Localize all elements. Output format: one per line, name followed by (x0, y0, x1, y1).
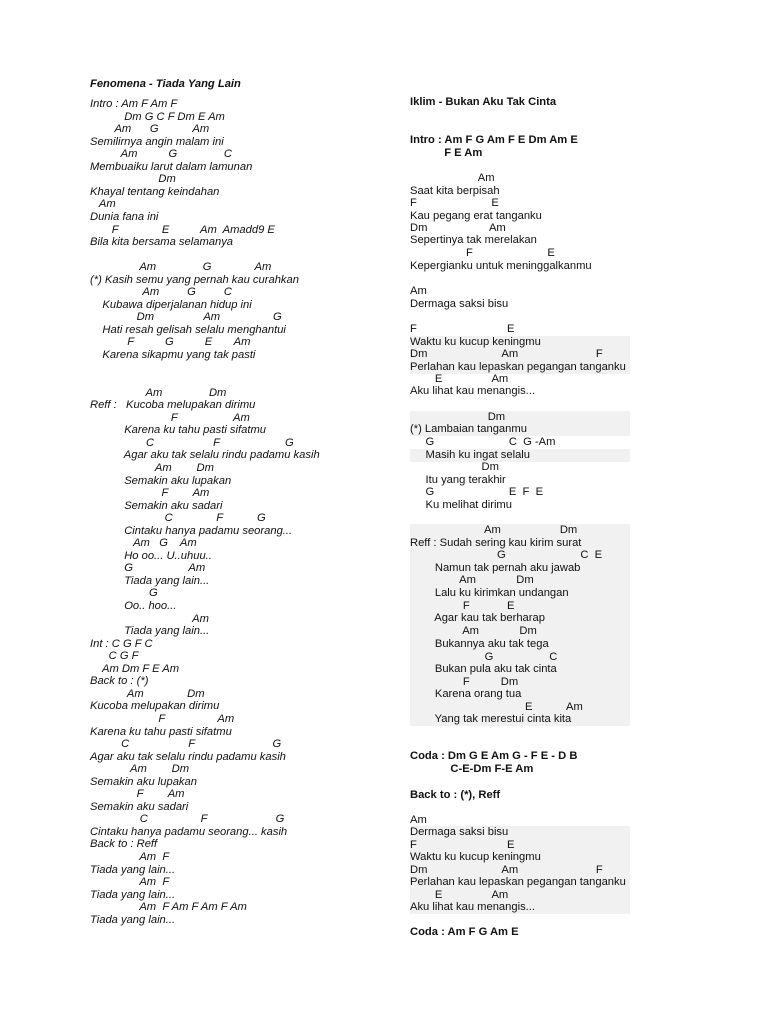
section-heading: Back to : (*), Reff (410, 789, 501, 801)
lyric-line: Aku lihat kau menangis... (410, 385, 535, 397)
lyric-line: G Am (90, 562, 206, 575)
lyric-line: C F G (90, 813, 285, 826)
lyric-line: F E (410, 600, 630, 613)
lyric-line: Aku lihat kau menangis... (410, 901, 630, 914)
lyric-line: Bukan pula aku tak cinta (410, 663, 630, 676)
lyric-line: Am G Am (90, 537, 197, 550)
lyric-line: Dm (410, 411, 630, 424)
lyric-line: Bukannya aku tak tega (410, 638, 630, 651)
lyric-line: Am F (90, 851, 170, 863)
lyric-line: Am Dm (410, 574, 630, 587)
section-heading: F E Am (410, 147, 483, 159)
lyric-line: Am (90, 198, 116, 211)
lyric-line: Semilirnya angin malam ini (90, 135, 224, 148)
lyric-line: Waktu ku kucup keningmu (410, 336, 630, 349)
lyric-line: G C (410, 651, 630, 664)
lyric-line: Am Dm (410, 524, 630, 537)
lyric-line: G (90, 587, 158, 600)
lyric-line: Am Dm (90, 687, 205, 700)
lyric-line: Membuaiku larut dalam lamunan (90, 160, 253, 173)
lyric-line: Semakin aku sadari (90, 499, 223, 512)
lyric-line: Am G Am (90, 261, 272, 274)
lyric-line: Semakin aku lupakan (90, 775, 197, 788)
lyric-line: F E Am Amadd9 E (90, 223, 275, 236)
lyric-line: Kau pegang erat tanganku (410, 210, 542, 222)
lyric-line: F Am (90, 411, 250, 424)
lyric-line: Dm Am G (90, 311, 282, 324)
lyric-line: Dm Am F (410, 864, 630, 877)
lyric-line: Ku melihat dirimu (410, 499, 512, 511)
lyric-line: Oo.. hoo... (90, 600, 177, 612)
lyric-line: Dermaga saksi bisu (410, 826, 630, 839)
lyric-line: Am Dm (90, 386, 227, 399)
lyric-line: G C G -Am (410, 436, 556, 448)
lyric-line: Am G C (90, 148, 232, 161)
lyric-line: Tiada yang lain... (90, 913, 176, 926)
section-heading: Iklim - Bukan Aku Tak Cinta (410, 96, 557, 108)
lyric-line: F E (410, 839, 630, 852)
lyric-line: F E (410, 323, 515, 335)
lyric-line: Am Dm (410, 625, 630, 638)
lyric-line: F E (410, 197, 499, 209)
lyric-line: Agar aku tak selalu rindu padamu kasih (90, 449, 320, 462)
lyric-line: E Am (410, 373, 509, 385)
lyric-line: Am Dm (90, 763, 190, 776)
lyric-line: C F G (90, 738, 282, 751)
lyric-line: Am (410, 814, 427, 826)
lyric-line: F Am (90, 788, 185, 801)
lyric-line: Semakin aku sadari (90, 800, 189, 813)
lyric-line: Agar aku tak selalu rindu padamu kasih (90, 750, 286, 763)
lyric-line: F E (410, 247, 555, 259)
lyric-line: C F G (90, 436, 294, 449)
lyric-line: Yang tak merestui cinta kita (410, 713, 630, 726)
lyric-line: Itu yang terakhir (410, 474, 506, 486)
lyric-line: Am Dm (90, 461, 214, 474)
lyric-line: Namun tak pernah aku jawab (410, 562, 630, 575)
lyric-line: Karena orang tua (410, 688, 630, 701)
lyric-line: C F G (90, 512, 266, 525)
lyric-line: Dunia fana ini (90, 210, 159, 223)
section-heading: Coda : Dm G E Am G - F E - D B (410, 750, 578, 762)
section-heading: Intro : Am F G Am F E Dm Am E (410, 134, 578, 146)
lyric-line: Hati resah gelisah selalu menghantui (90, 323, 286, 336)
lyric-line: Kepergianku untuk meninggalkanmu (410, 260, 592, 272)
lyric-line: Dm Am F (410, 348, 630, 361)
lyric-line: E Am (410, 889, 630, 902)
lyric-line: C G F (90, 650, 139, 663)
lyric-line: Am G C (90, 286, 232, 299)
lyric-line: Am (90, 612, 209, 625)
lyric-line: Masih ku ingat selalu (410, 449, 630, 462)
lyric-line: F Am (90, 487, 210, 500)
lyric-line: Perlahan kau lepaskan pegangan tanganku (410, 876, 630, 889)
lyric-line: Am Dm F E Am (90, 662, 180, 675)
lyric-line: Saat kita berpisah (410, 185, 500, 197)
lyric-line: G C E (410, 549, 630, 562)
lyric-line: Cintaku hanya padamu seorang... (90, 524, 293, 537)
lyric-line: Am F (90, 876, 170, 889)
lyric-line: Khayal tentang keindahan (90, 185, 220, 198)
lyric-line: Am (410, 172, 495, 184)
lyric-line: Dm (410, 461, 499, 473)
lyric-line: Tiada yang lain... (90, 574, 210, 587)
lyric-line: F Dm (410, 676, 630, 689)
lyric-line: (*) Lambaian tanganmu (410, 423, 630, 436)
lyric-line: Kucoba melupakan dirimu (90, 700, 220, 713)
lyric-line: Karena ku tahu pasti sifatmu (90, 725, 232, 738)
lyric-line: F Am (90, 712, 235, 725)
lyric-line: Tiada yang lain... (90, 863, 176, 876)
lyric-line: Back to : Reff (90, 838, 158, 851)
lyric-line: Waktu ku kucup keningmu (410, 851, 630, 864)
lyric-line: Bila kita bersama selamanya (90, 236, 234, 249)
lyric-line: F G E Am (90, 336, 251, 349)
lyric-line: G E F E (410, 486, 544, 498)
lyric-line: Agar kau tak berharap (410, 612, 630, 625)
lyric-line: Intro : Am F Am F (90, 98, 178, 110)
lyric-line: Tiada yang lain... (90, 888, 176, 901)
lyric-line: Dermaga saksi bisu (410, 298, 509, 310)
song-title-left: Fenomena - Tiada Yang Lain (90, 78, 241, 90)
lyric-line: Semakin aku lupakan (90, 474, 232, 487)
lyric-line: Reff : Sudah sering kau kirim surat (410, 537, 630, 550)
lyric-line: E Am (410, 701, 630, 714)
lyric-line: Reff : Kucoba melupakan dirimu (90, 399, 256, 412)
lyric-line: (*) Kasih semu yang pernah kau curahkan (90, 273, 299, 286)
lyric-line: Back to : (*) (90, 675, 149, 688)
section-heading: C-E-Dm F-E Am (410, 763, 534, 775)
lyric-line: Am G Am (90, 123, 210, 136)
lyric-line: Dm Am (410, 222, 506, 234)
lyric-line: Ho oo... U..uhuu.. (90, 549, 212, 562)
lyric-line: Sepertinya tak merelakan (410, 234, 537, 246)
lyric-line: Lalu ku kirimkan undangan (410, 587, 630, 600)
lyric-line: Karena ku tahu pasti sifatmu (90, 424, 266, 437)
lyric-line: Tiada yang lain... (90, 625, 210, 638)
lyric-line: Karena sikapmu yang tak pasti (90, 349, 256, 361)
lyric-line: Am (410, 285, 427, 297)
section-heading: Coda : Am F G Am E (410, 926, 519, 938)
lyric-line: Dm (90, 173, 176, 186)
lyric-line: Cintaku hanya padamu seorang... kasih (90, 825, 288, 838)
lyric-line: Am F Am F Am F Am (90, 901, 247, 914)
lyric-line: Kubawa diperjalanan hidup ini (90, 298, 252, 311)
lyric-line: Dm G C F Dm E Am (90, 110, 225, 123)
lyric-line: Perlahan kau lepaskan pegangan tanganku (410, 361, 630, 374)
lyric-line: Int : C G F C (90, 637, 153, 650)
